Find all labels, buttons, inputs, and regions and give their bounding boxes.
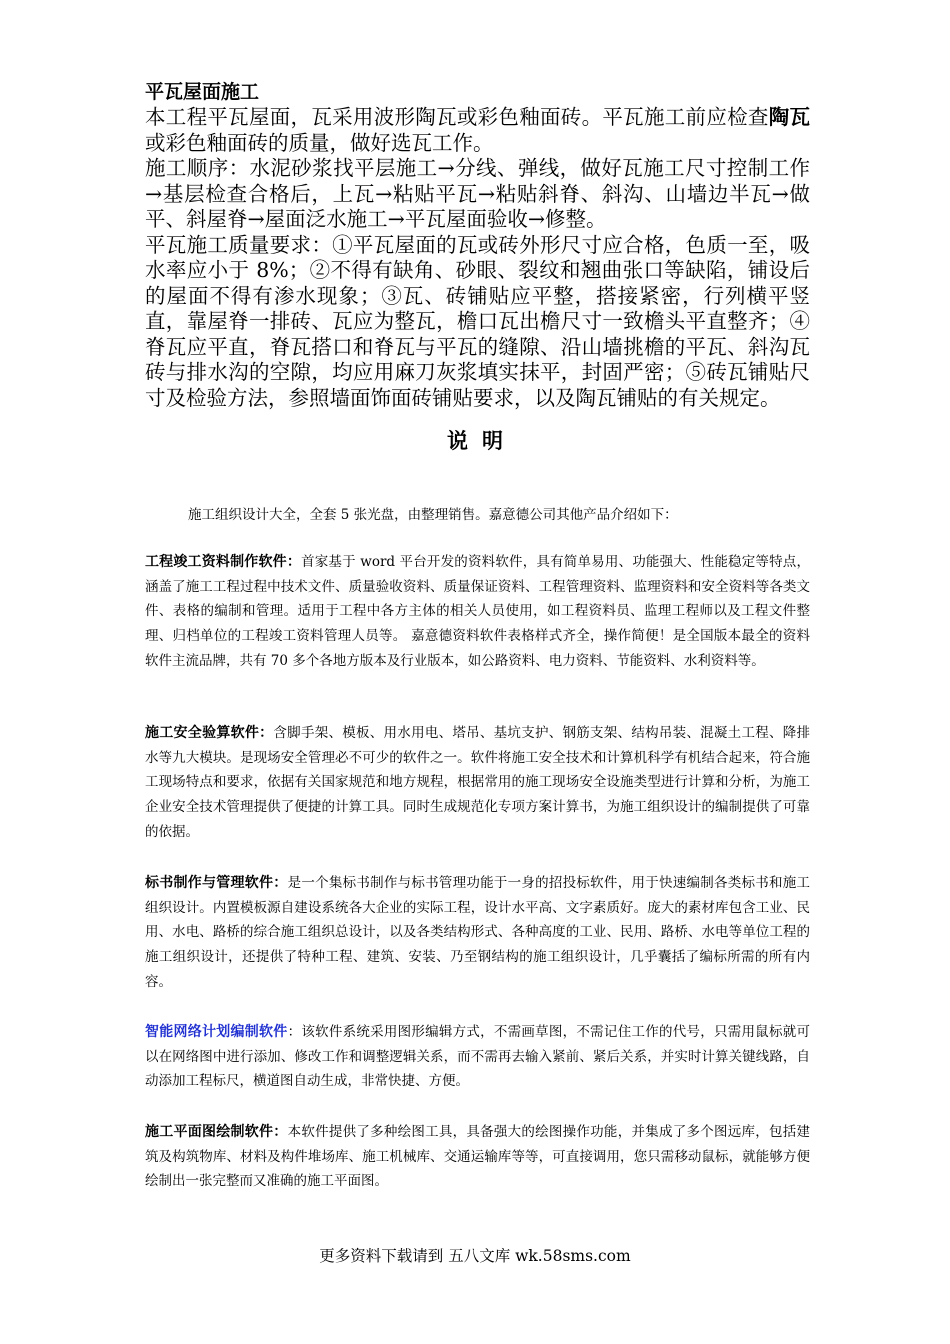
- notice-intro: 施工组织设计大全，全套 5 张光盘，由整理销售。嘉意德公司其他产品介绍如下：: [188, 507, 678, 523]
- product-desc: 本软件提供了多种绘图工具，具备强大的绘图操作功能，并集成了多个图远库，包括建筑及构筑物库、材料及构件堆场库、施工机械库、交通运输库等等，可直接调用，您只需移动鼠标，就能够方便绘制出一张完整而又准确的施工平面图。: [145, 1124, 811, 1190]
- product-item: [145, 1020, 810, 1094]
- product-desc: 是一个集标书制作与标书管理功能于一身的招投标软件，用于快速编制各类标书和施工组织设计。内置模板源自建设系统各大企业的实际工程，设计水平高、文字素质好。庞大的素材库包含工业、民用、水电、路桥的综合施工组织总设计，以及各类结构形式、各种高度的工业、民用、路桥、水电等单位工程的施工组织设计，还提供了特种工程、建筑、安装、乃至钢结构的施工组织设计，几乎囊括了编标所需的所有内容。: [145, 875, 811, 990]
- paragraph-intro: 本工程平瓦屋面，瓦采用波形陶瓦或彩色釉面砖。平瓦施工前应检查陶瓦或彩色釉面砖的质量，做好选瓦工作。: [145, 105, 811, 155]
- product-name: 施工平面图绘制软件：: [145, 1124, 288, 1140]
- bold-term: 陶瓦: [768, 105, 811, 129]
- product-name: 施工安全验算软件：: [145, 725, 274, 741]
- product-name: 工程竣工资料制作软件：: [145, 554, 302, 570]
- section-title: 平瓦屋面施工: [145, 81, 260, 103]
- notice-heading: 说明: [447, 429, 517, 453]
- product-item: [145, 721, 810, 845]
- paragraph-sequence: 施工顺序：水泥砂浆找平层施工→分线、弹线，做好瓦施工尺寸控制工作→基层检查合格后，上瓦→粘贴平瓦→粘贴斜脊、斜沟、山墙边半瓦→做平、斜屋脊→屋面泛水施工→平瓦屋面验收→修整。: [145, 156, 810, 231]
- product-name: 标书制作与管理软件：: [145, 875, 288, 891]
- main-text: [145, 105, 810, 411]
- product-desc: ：该软件系统采用图形编辑方式，不需画草图，不需记住工作的代号，只需用鼠标就可以在网络图中进行添加、修改工作和调整逻辑关系，而不需再去输入紧前、紧后关系，并实时计算关键线路，自动添加工程标尺，横道图自动生成，非常快捷、方便。: [145, 1024, 811, 1090]
- product-desc: 首家基于 word 平台开发的资料软件，具有简单易用、功能强大、性能稳定等特点，涵盖了施工工程过程中技术文件、质量验收资料、质量保证资料、工程管理资料、监理资料和安全资料等各类文件、表格的编制和管理。适用于工程中各方主体的相关人员使用，如工程资料员、监理工程师以及工程文件整理、归档单位的工程竣工资料管理人员等。 嘉意德资料软件表格样式齐全，操作简便！是全国版本最全的资料软件主流品牌，共有 70 多个各地方版本及行业版本，如公路资料、电力资料、节能资料、水利资料等。: [145, 554, 810, 669]
- paragraph-quality: 平瓦施工质量要求：①平瓦屋面的瓦或砖外形尺寸应合格，色质一至，吸水率应小于 8%；②不得有缺角、砂眼、裂纹和翘曲张口等缺陷，铺设后的屋面不得有渗水现象；③瓦、砖铺贴应平整，搭接紧密，行列横平竖直，靠屋脊一排砖、瓦应为整瓦，檐口瓦出檐尺寸一致檐头平直整齐；④脊瓦应平直，脊瓦搭口和脊瓦与平瓦的缝隙、沿山墙挑檐的平瓦、斜沟瓦砖与排水沟的空隙，均应用麻刀灰浆填实抹平，封固严密；⑤砖瓦铺贴尺寸及检验方法，参照墙面饰面砖铺贴要求，以及陶瓦铺贴的有关规定。: [145, 232, 810, 410]
- product-item: [145, 871, 810, 995]
- footer-link[interactable]: 更多资料下载请到 五八文库 wk.58sms.com: [319, 1247, 631, 1265]
- product-item: [145, 1120, 810, 1194]
- product-name: 智能网络计划编制软件: [145, 1024, 288, 1040]
- product-desc: 含脚手架、模板、用水用电、塔吊、基坑支护、钢筋支架、结构吊装、混凝土工程、降排水等九大模块。是现场安全管理必不可少的软件之一。软件将施工安全技术和计算机科学有机结合起来，符合施工现场特点和要求，依据有关国家规范和地方规程，根据常用的施工现场安全设施类型进行计算和分析，为施工企业安全技术管理提供了便捷的计算工具。同时生成规范化专项方案计算书，为施工组织设计的编制提供了可靠的依据。: [145, 725, 811, 840]
- product-item: [145, 550, 810, 674]
